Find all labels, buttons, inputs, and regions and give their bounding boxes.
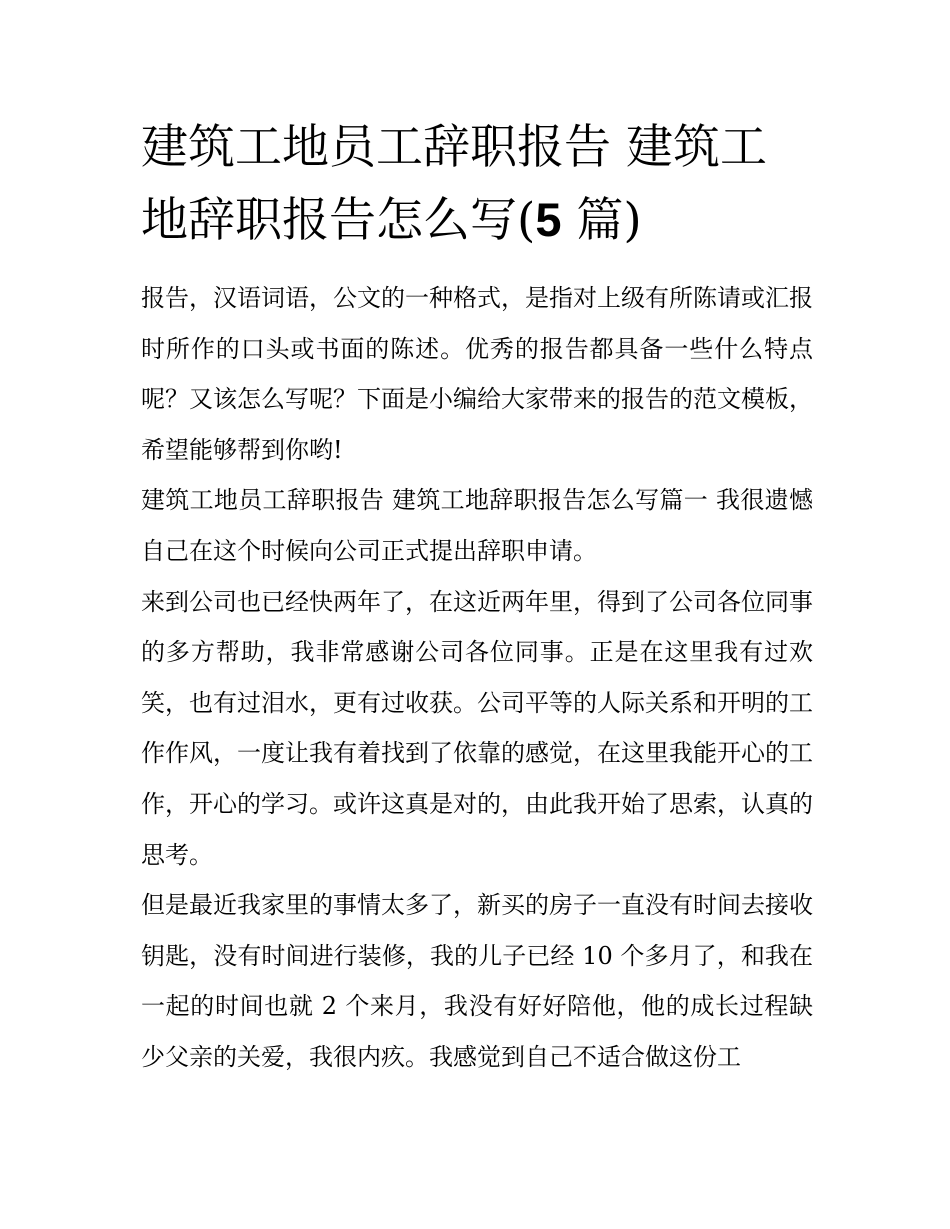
document-title (141, 112, 813, 257)
paragraph-section-heading: 建筑工地员工辞职报告 建筑工地辞职报告怎么写篇一 我很遗憾自己在这个时候向公司正式提出辞职申请。 (141, 486, 813, 565)
paragraph-intro: 报告，汉语词语，公文的一种格式，是指对上级有所陈请或汇报时所作的口头或书面的陈述。优秀的报告都具备一些什么特点呢？又该怎么写呢？下面是小编给大家带来的报告的范文模板，希望能够帮到你哟! (141, 284, 813, 464)
title-count: 5 (535, 193, 562, 246)
paragraph-body-1: 来到公司也已经快两年了，在这近两年里，得到了公司各位同事的多方帮助，我非常感谢公司各位同事。正是在这里我有过欢笑，也有过泪水，更有过收获。公司平等的人际关系和开明的工作作风，一度让我有着找到了依靠的感觉，在这里我能开心的工作，开心的学习。或许这真是对的，由此我开始了思索，认真的思考。 (141, 587, 813, 869)
title-text: 建筑工地员工辞职报告 建筑工地辞职报告怎么写( (141, 120, 767, 248)
title-suffix: 篇) (561, 193, 642, 248)
document-body (141, 112, 813, 1083)
paragraph-body-2: 但是最近我家里的事情太多了，新买的房子一直没有时间去接收钥匙，没有时间进行装修，我的儿子已经 10 个多月了，和我在一起的时间也就 2 个来月，我没有好好陪他，他的成长过程缺少父亲的关爱，我很内疚。我感觉到自己不适合做这份工 (141, 891, 813, 1071)
